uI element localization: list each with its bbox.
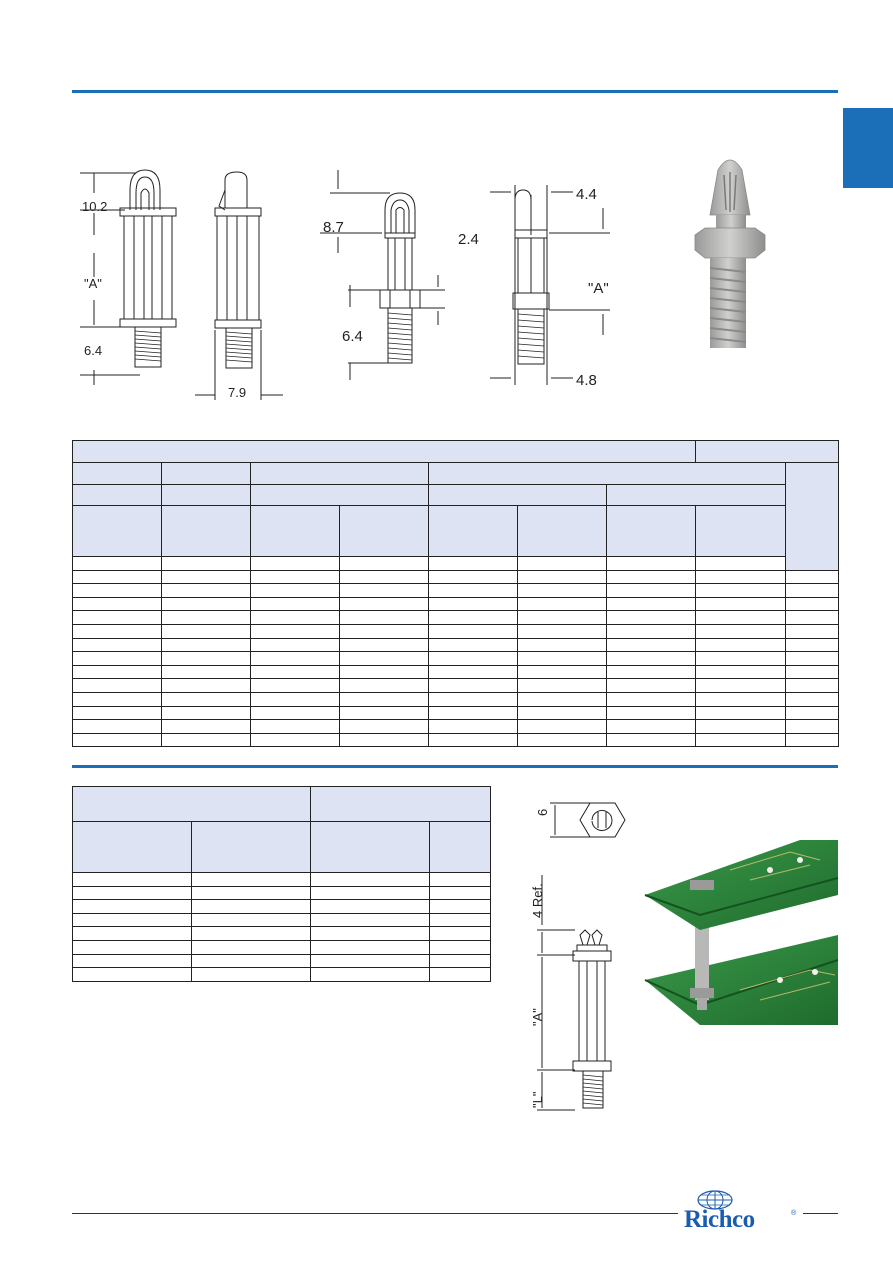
registered-mark: ® — [791, 1210, 797, 1217]
dim-hex: 6 — [535, 808, 550, 816]
dim-alt-collar: 2.4 — [458, 231, 479, 248]
spacer-drawing-side — [195, 170, 295, 405]
section-tab — [843, 108, 893, 188]
product-photo-spacer — [690, 150, 780, 355]
spec-table — [72, 440, 839, 747]
dim-alt-body-length: "A" — [588, 280, 609, 297]
product-photo-pcb — [640, 840, 838, 1025]
dim-alt-head-height: 8.7 — [323, 219, 344, 236]
dim-alt-bottom-width: 4.8 — [576, 372, 597, 389]
dim-board-thread: "L" — [530, 1091, 545, 1108]
dim-body-length: "A" — [84, 276, 102, 291]
dim-thread-length: 6.4 — [84, 343, 103, 358]
dim-ref: 4 Ref. — [530, 883, 545, 918]
logo-text: Richco — [684, 1206, 755, 1233]
spacer-drawing-alt-front — [320, 165, 440, 385]
dim-board-body: "A" — [530, 1008, 545, 1026]
top-rule — [72, 90, 838, 93]
brand-logo — [678, 1188, 803, 1238]
dim-width: 7.9 — [228, 385, 247, 400]
spacer-drawing-hex — [530, 795, 640, 845]
dim-alt-top-width: 4.4 — [576, 186, 597, 203]
section-rule — [72, 765, 838, 768]
spec-table-2 — [72, 786, 491, 982]
spacer-drawing-alt-side — [485, 180, 605, 390]
dim-head-height: 10.2 — [82, 199, 108, 214]
dim-alt-thread: 6.4 — [342, 328, 363, 345]
